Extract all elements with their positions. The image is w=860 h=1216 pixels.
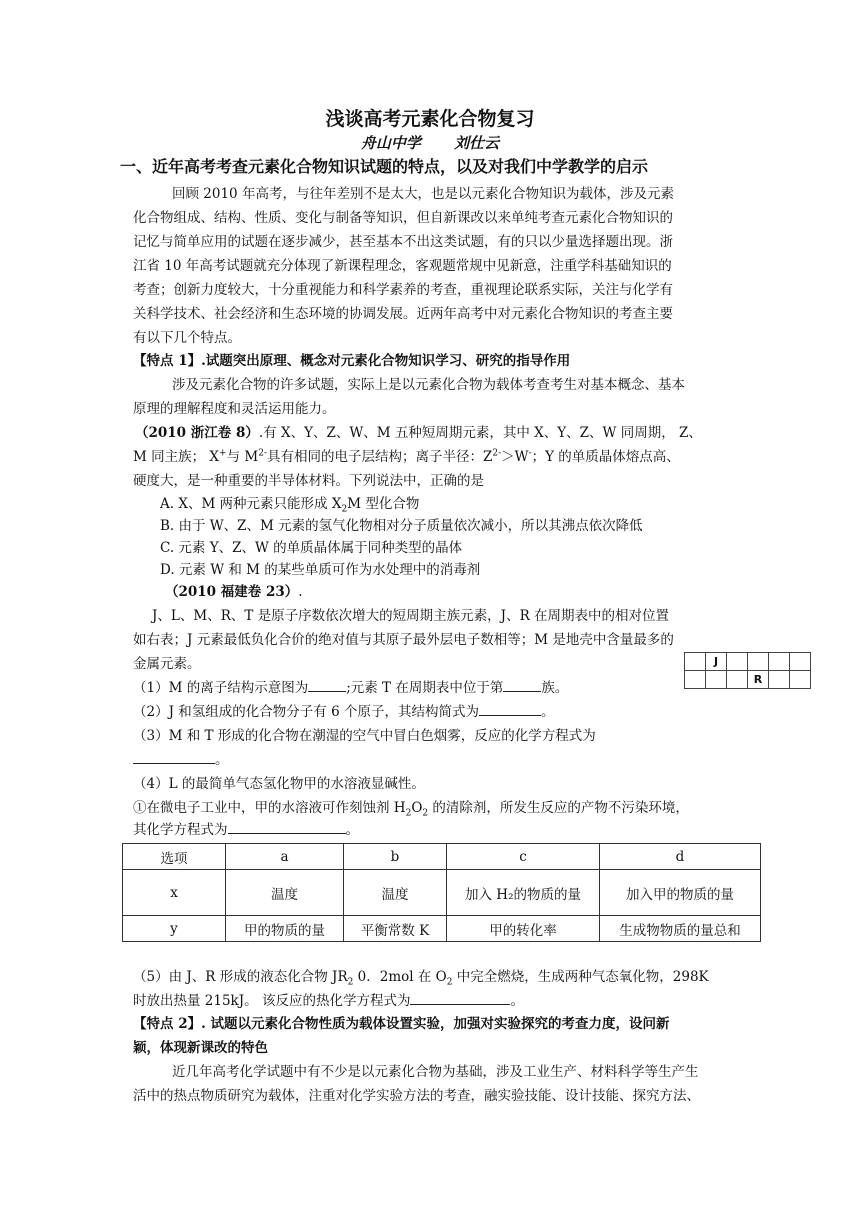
intro-line: 有以下几个特点。: [133, 330, 241, 346]
q1-text: ；Y 的单质晶体熔点高、: [531, 449, 680, 465]
q1-text: 具有相同的电子层结构；离子半径：Z: [266, 449, 493, 465]
section-heading-1: 一、近年高考考查元素化合物知识试题的特点，以及对我们中学教学的启示: [120, 157, 649, 176]
q2-text: 中完全燃烧，生成两种气态氧化物，298K: [452, 969, 709, 985]
table-header: b: [344, 844, 447, 870]
subscript: 2: [347, 977, 354, 988]
page-title: 浅谈高考元素化合物复习: [325, 108, 535, 130]
periodic-table-fragment: [684, 652, 811, 689]
ion-charge: 2-: [258, 448, 267, 459]
q2-part3-answer: [133, 748, 229, 768]
grid-cell: [727, 653, 748, 671]
grid-cell: [769, 653, 790, 671]
q1-option-a: [160, 492, 419, 515]
feature2-desc: 活中的热点物质研究为载体，注重对化学实验方法的考查，融实验技能、设计技能、探究方法、: [133, 1088, 700, 1104]
grid-cell: [748, 653, 769, 671]
q2-stem: J、L、M、R、T 是原子序数依次增大的短周期主族元素，J、R 在周期表中的相对位置: [152, 608, 670, 624]
intro-line: 化合物组成、结构、性质、变化与制备等知识，但自新课改以来单纯考查元素化合物知识的: [133, 210, 673, 226]
q2-text: 族。: [541, 680, 569, 696]
intro-line: 回顾 2010 年高考，与往年差别不是太大，也是以元素化合物知识为载体，涉及元素: [172, 186, 674, 202]
ion-charge: -: [528, 448, 532, 459]
conditions-table: [122, 843, 761, 942]
subscript: 2: [446, 977, 453, 988]
table-cell: 加入甲的物质的量: [600, 870, 761, 916]
q2-text: ①在微电子工业中，甲的水溶液可作刻蚀剂 H: [133, 800, 406, 816]
feature2-text: . 试题以元素化合物性质为载体设置实验，加强对实验探究的考查力度，设问新: [201, 1016, 670, 1032]
table-cell: y: [123, 916, 226, 942]
grid-cell: [769, 671, 790, 689]
q2-part2: [133, 700, 554, 720]
subscript: 2: [341, 504, 348, 515]
q1-stem-3: 硬度大，是一种重要的半导体材料。下列说法中，正确的是: [133, 473, 484, 489]
q2-text: 。: [540, 704, 555, 720]
q1-text: 与 M: [226, 449, 259, 465]
q2-part5: [133, 965, 709, 988]
feature1-label: 【特点 1】: [133, 353, 202, 369]
ion-charge: +: [219, 448, 227, 459]
feature2-heading: [133, 1012, 670, 1032]
q2-text: 0．2mol 在 O: [353, 969, 447, 985]
q1-option-b: B. 由于 W、Z、M 元素的氢气化物相对分子质量依次减小，所以其沸点依次降低: [160, 518, 643, 534]
answer-blank[interactable]: [479, 703, 541, 716]
q2-text: .: [298, 584, 303, 600]
q2-part1: [133, 676, 568, 696]
subscript: 2: [422, 808, 429, 819]
table-cell: 生成物物质的量总和: [600, 916, 761, 942]
table-header: a: [226, 844, 344, 870]
q2-text: O: [411, 800, 423, 816]
table-cell: 甲的转化率: [447, 916, 600, 942]
q2-text: 的清除剂，所发生反应的产物不污染环境，: [428, 800, 689, 816]
q2-part4-1b: [133, 818, 359, 838]
q2-text: （1）M 的离子结构示意图为: [133, 680, 309, 696]
q2-part5b: [133, 989, 524, 1009]
q2-stem: 如右表；J 元素最低负化合价的绝对值与其原子最外层电子数相等；M 是地壳中含量最多的: [133, 632, 674, 648]
table-cell: 温度: [344, 870, 447, 916]
answer-blank[interactable]: [308, 679, 346, 692]
table-cell: 甲的物质的量: [226, 916, 344, 942]
q2-text: ;元素 T 在周期表中位于第: [346, 680, 504, 696]
answer-blank[interactable]: [503, 679, 541, 692]
author-school: 舟山中学: [360, 134, 421, 152]
table-header: 选项: [123, 844, 226, 870]
subscript: 2: [405, 808, 412, 819]
grid-cell-j: J: [706, 653, 727, 671]
grid-cell-r: R: [748, 671, 769, 689]
table-cell: x: [123, 870, 226, 916]
grid-cell: [790, 653, 811, 671]
feature2-desc: 近几年高考化学试题中有不少是以元素化合物为基础，涉及工业生产、材料科学等生产生: [172, 1064, 699, 1080]
grid-cell: [727, 671, 748, 689]
q2-text: 时放出热量 215kJ。 该反应的热化学方程式为: [133, 993, 411, 1009]
intro-line: 记忆与简单应用的试题在逐步减少，甚至基本不出这类试题，有的只以少量选择题出现。浙: [133, 234, 673, 250]
feature1-text: .试题突出原理、概念对元素化合物知识学习、研究的指导作用: [201, 353, 571, 369]
author-name: 刘仕云: [454, 134, 500, 152]
answer-blank[interactable]: [228, 821, 346, 834]
intro-line: 关科学技术、社会经济和生态环境的协调发展。近两年高考中对元素化合物知识的考查主要: [133, 306, 673, 322]
intro-line: 考查；创新力度较大，十分重视能力和科学素养的考查，重视理论联系实际，关注与化学有: [133, 282, 673, 298]
q2-text: 。: [345, 822, 359, 838]
table-cell: 平衡常数 K: [344, 916, 447, 942]
q2-stem: 金属元素。: [133, 656, 201, 672]
author-line: [0, 132, 860, 153]
q2-text: （5）由 J、R 形成的液态化合物 JR: [133, 969, 348, 985]
table-header: c: [447, 844, 600, 870]
feature1-heading: [133, 349, 570, 369]
q2-source: （2010 福建卷 23）: [165, 584, 299, 600]
table-cell: 加入 H₂的物质的量: [447, 870, 600, 916]
grid-cell: [685, 653, 706, 671]
table-cell: 温度: [226, 870, 344, 916]
option-text: M 型化合物: [347, 496, 420, 512]
q2-part4-1: [133, 796, 689, 819]
feature1-desc: 原理的理解程度和灵活运用能力。: [133, 401, 336, 417]
feature2-label: 【特点 2】: [133, 1016, 202, 1032]
table-header: d: [600, 844, 761, 870]
grid-cell: [685, 671, 706, 689]
q2-source-line: [165, 580, 303, 600]
q2-part4: （4）L 的最简单气态氢化物甲的水溶液显碱性。: [133, 776, 425, 792]
answer-blank[interactable]: [133, 751, 215, 764]
grid-cell: [790, 671, 811, 689]
q2-text: （2）J 和氢组成的化合物分子有 6 个原子，其结构简式为: [133, 704, 479, 720]
ion-charge: 2-: [492, 448, 502, 459]
q1-stem-1: .有 X、Y、Z、W、M 五种短周期元素，其中 X、Y、Z、W 同周期， Z、: [258, 425, 702, 441]
option-text: A. X、M 两种元素只能形成 X: [160, 496, 342, 512]
q1-text: M 同主族； X: [133, 449, 220, 465]
q1-stem-2: [133, 445, 680, 465]
q1-option-c: C. 元素 Y、Z、W 的单质晶体属于同种类型的晶体: [160, 540, 463, 556]
q2-part3: （3）M 和 T 形成的化合物在潮湿的空气中冒白色烟雾，反应的化学方程式为: [133, 728, 596, 744]
feature2-heading-2: 颖，体现新课改的特色: [133, 1040, 268, 1056]
intro-line: 江省 10 年高考试题就充分体现了新课程理念，客观题常规中见新意，注重学科基础知识的: [133, 258, 672, 274]
feature1-desc: 涉及元素化合物的许多试题，实际上是以元素化合物为载体考查考生对基本概念、基本: [172, 377, 685, 393]
q1-source: （2010 浙江卷 8）: [135, 425, 259, 441]
q1-text: ＞W: [501, 449, 529, 465]
answer-blank[interactable]: [410, 992, 510, 1005]
q2-text: 其化学方程式为: [133, 822, 228, 838]
q2-text: 。: [510, 993, 524, 1009]
q1-stem: [135, 421, 702, 441]
grid-cell: [706, 671, 727, 689]
q1-option-d: D. 元素 W 和 M 的某些单质可作为水处理中的消毒剂: [160, 562, 481, 578]
q2-text: 。: [215, 752, 229, 768]
